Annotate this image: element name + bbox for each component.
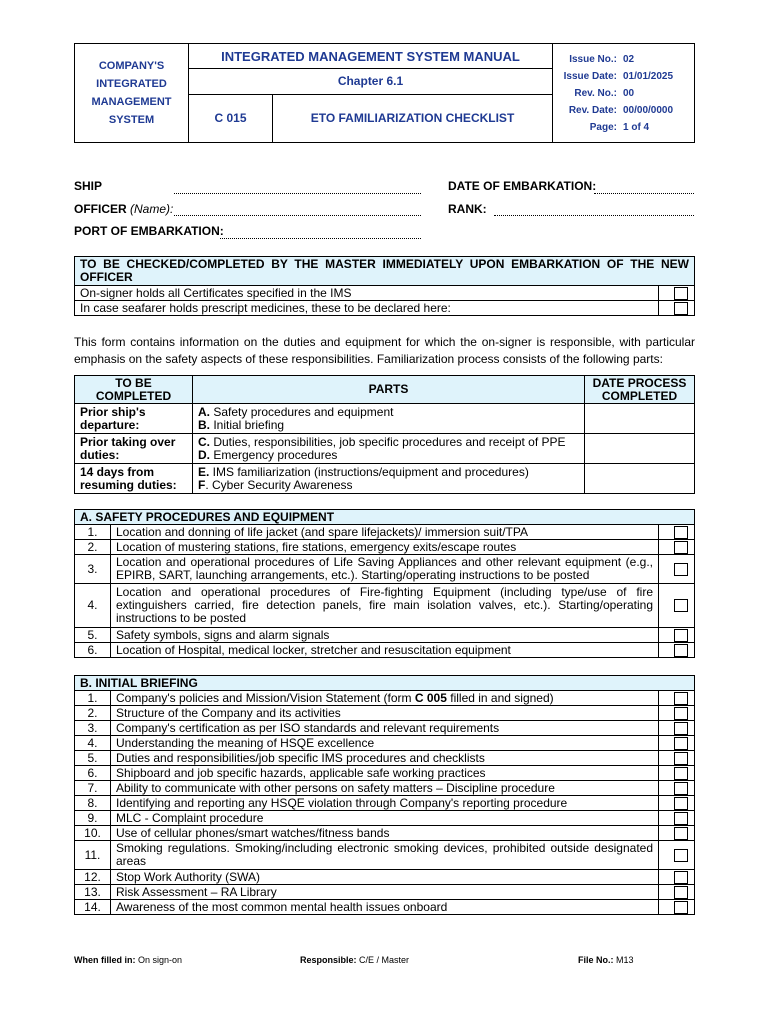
date-completed-cell[interactable] xyxy=(585,404,695,434)
rank-label: RANK: xyxy=(448,202,487,216)
checkbox-cell xyxy=(659,286,695,301)
checkbox-cell xyxy=(659,751,695,766)
company-line: INTEGRATED xyxy=(96,78,167,90)
master-checklist xyxy=(74,256,695,316)
checkbox-cell xyxy=(659,766,695,781)
row-number: 14. xyxy=(75,900,111,915)
checkbox[interactable] xyxy=(674,287,688,300)
document-header xyxy=(74,43,695,143)
row-number: 4. xyxy=(75,736,111,751)
checkbox-cell xyxy=(659,826,695,841)
footer-value: M13 xyxy=(616,955,634,965)
item-text: Company's policies and Mission/Vision Statement (form xyxy=(116,690,415,705)
meta-value: 00/00/0000 xyxy=(623,104,674,116)
intro-text: This form contains information on the duties and equipment for which the on-signer is responsible, with particular emphasis on the safety aspects of these responsibilities. Familiarization process consists of the following parts: xyxy=(74,335,695,366)
checkbox[interactable] xyxy=(674,752,688,765)
row-number: 1. xyxy=(75,525,111,540)
section-a-title: A. SAFETY PROCEDURES AND EQUIPMENT xyxy=(75,510,695,525)
checkbox[interactable] xyxy=(674,599,688,612)
footer-value: C/E / Master xyxy=(359,955,410,965)
checkbox-cell xyxy=(659,555,695,584)
company-system-label xyxy=(75,44,189,143)
checkbox[interactable] xyxy=(674,871,688,884)
checkbox-cell xyxy=(659,870,695,885)
checkbox-cell xyxy=(659,885,695,900)
checkbox[interactable] xyxy=(674,827,688,840)
checklist-item: Use of cellular phones/smart watches/fitness bands xyxy=(111,826,659,841)
checkbox-cell xyxy=(659,540,695,555)
row-number: 1. xyxy=(75,691,111,706)
meta-label: Issue Date: xyxy=(563,70,617,82)
parts-when: 14 days from resuming duties: xyxy=(75,464,193,494)
footer-label: File No.: xyxy=(578,955,614,965)
port-field[interactable] xyxy=(220,227,421,239)
meta-label: Rev. No.: xyxy=(574,87,617,99)
part-text: IMS familiarization (instructions/equipment and procedures) xyxy=(209,464,529,479)
checkbox-cell xyxy=(659,706,695,721)
checklist-item: Location of Hospital, medical locker, stretcher and resuscitation equipment xyxy=(111,643,659,658)
checklist-item: Risk Assessment – RA Library xyxy=(111,885,659,900)
footer-value: On sign-on xyxy=(138,955,183,965)
row-number: 13. xyxy=(75,885,111,900)
checklist-item: Location and operational procedures of Life Saving Appliances and other relevant equipment (e.g., EPIRB, SART, launching arrangements, etc.). Starting/operating instructions to be posted xyxy=(111,555,659,584)
part-text: . Cyber Security Awareness xyxy=(205,477,353,492)
part-text: Safety procedures and equipment xyxy=(210,404,394,419)
checkbox-cell xyxy=(659,301,695,316)
checkbox[interactable] xyxy=(674,302,688,315)
row-number: 11. xyxy=(75,841,111,870)
col-header: PARTS xyxy=(193,376,585,404)
checkbox-cell xyxy=(659,628,695,643)
checkbox-cell xyxy=(659,900,695,915)
parts-table xyxy=(74,375,695,494)
row-number: 5. xyxy=(75,628,111,643)
checklist-item: Location and donning of life jacket (and spare lifejackets)/ immersion suit/TPA xyxy=(111,525,659,540)
row-number: 6. xyxy=(75,643,111,658)
date-label: DATE OF EMBARKATION: xyxy=(448,179,597,193)
checklist-item: Shipboard and job specific hazards, applicable safe working practices xyxy=(111,766,659,781)
meta-value: 1 of 4 xyxy=(623,121,650,133)
company-line: SYSTEM xyxy=(108,114,155,126)
checkbox-cell xyxy=(659,525,695,540)
col-header: DATE PROCESS COMPLETED xyxy=(585,376,695,404)
row-number: 2. xyxy=(75,540,111,555)
master-title: TO BE CHECKED/COMPLETED BY THE MASTER IMMEDIATELY UPON EMBARKATION OF THE NEW OFFICER xyxy=(75,257,695,286)
checklist-item: Understanding the meaning of HSQE excellence xyxy=(111,736,659,751)
row-number: 6. xyxy=(75,766,111,781)
checkbox[interactable] xyxy=(674,812,688,825)
checkbox[interactable] xyxy=(674,722,688,735)
company-line: COMPANY'S xyxy=(98,60,165,72)
row-number: 2. xyxy=(75,706,111,721)
checklist-item: Location of mustering stations, fire stations, emergency exits/escape routes xyxy=(111,540,659,555)
checkbox[interactable] xyxy=(674,767,688,780)
ship-field[interactable] xyxy=(174,182,421,194)
checklist-item: Stop Work Authority (SWA) xyxy=(111,870,659,885)
row-number: 10. xyxy=(75,826,111,841)
checkbox-cell xyxy=(659,781,695,796)
part-key: C. xyxy=(198,434,210,449)
meta-value: 01/01/2025 xyxy=(623,70,674,82)
master-row: In case seafarer holds prescript medicines, these to be declared here: xyxy=(75,301,659,316)
checklist-item: Awareness of the most common mental health issues onboard xyxy=(111,900,659,915)
officer-label xyxy=(74,202,173,216)
checkbox[interactable] xyxy=(674,707,688,720)
part-key: B. xyxy=(198,417,210,432)
meta-label: Page: xyxy=(589,121,617,133)
document-meta xyxy=(553,44,695,143)
col-header: TO BE COMPLETED xyxy=(75,376,193,404)
checkbox-cell xyxy=(659,721,695,736)
checkbox[interactable] xyxy=(674,692,688,705)
date-completed-cell[interactable] xyxy=(585,464,695,494)
parts-when: Prior ship's departure: xyxy=(75,404,193,434)
part-text: Duties, responsibilities, job specific procedures and receipt of PPE xyxy=(210,434,566,449)
checklist-item: Duties and responsibilities/job specific IMS procedures and checklists xyxy=(111,751,659,766)
parts-items xyxy=(193,404,585,434)
item-text: filled in and signed) xyxy=(446,690,554,705)
checkbox[interactable] xyxy=(674,541,688,554)
checklist-item: Location and operational procedures of Fire-fighting Equipment (including type/use of fire extinguishers carried, fire detection panels, fire main isolation valves, etc.). Starting/operating instructions to be posted xyxy=(111,584,659,628)
part-key: F xyxy=(198,477,206,492)
master-row: On-signer holds all Certificates specified in the IMS xyxy=(75,286,659,301)
checkbox-cell xyxy=(659,736,695,751)
checkbox[interactable] xyxy=(674,901,688,914)
officer-label-text: OFFICER xyxy=(74,202,127,216)
footer-label: When filled in: xyxy=(74,955,136,965)
chapter-label: Chapter 6.1 xyxy=(189,69,553,94)
checkbox[interactable] xyxy=(674,737,688,750)
row-number: 3. xyxy=(75,721,111,736)
checkbox[interactable] xyxy=(674,886,688,899)
checkbox-cell xyxy=(659,584,695,628)
checklist-item: Company's certification as per ISO standards and relevant requirements xyxy=(111,721,659,736)
meta-value: 02 xyxy=(623,53,635,65)
checklist-item: Ability to communicate with other persons on safety matters – Discipline procedure xyxy=(111,781,659,796)
parts-items xyxy=(193,434,585,464)
row-number: 7. xyxy=(75,781,111,796)
footer-filled xyxy=(74,955,182,965)
checkbox-cell xyxy=(659,811,695,826)
checkbox[interactable] xyxy=(674,629,688,642)
checklist-item: Identifying and reporting any HSQE violation through Company's reporting procedure xyxy=(111,796,659,811)
company-line: MANAGEMENT xyxy=(91,96,172,108)
checklist-item: Smoking regulations. Smoking/including electronic smoking devices, prohibited outside designated areas xyxy=(111,841,659,870)
port-label: PORT OF EMBARKATION: xyxy=(74,224,224,238)
part-key: E. xyxy=(198,464,210,479)
ship-label: SHIP xyxy=(74,179,103,193)
checklist-item: MLC - Complaint procedure xyxy=(111,811,659,826)
row-number: 4. xyxy=(75,584,111,628)
checklist-item: Safety symbols, signs and alarm signals xyxy=(111,628,659,643)
section-b-title: B. INITIAL BRIEFING xyxy=(75,676,695,691)
part-text: Initial briefing xyxy=(210,417,285,432)
checkbox-cell xyxy=(659,691,695,706)
row-number: 3. xyxy=(75,555,111,584)
footer-responsible xyxy=(300,955,409,965)
meta-value: 00 xyxy=(623,87,635,99)
meta-label: Issue No.: xyxy=(569,53,617,65)
checkbox[interactable] xyxy=(674,644,688,657)
officer-note: (Name): xyxy=(130,202,174,216)
checkbox[interactable] xyxy=(674,797,688,810)
rank-field[interactable] xyxy=(494,204,694,216)
checkbox[interactable] xyxy=(674,563,688,576)
checkbox-cell xyxy=(659,643,695,658)
checkbox-cell xyxy=(659,796,695,811)
row-number: 8. xyxy=(75,796,111,811)
form-reference: C 005 xyxy=(414,690,447,705)
part-key: A. xyxy=(198,404,210,419)
checkbox-cell xyxy=(659,841,695,870)
footer-file xyxy=(578,955,634,965)
form-title: ETO FAMILIARIZATION CHECKLIST xyxy=(273,94,553,143)
row-number: 5. xyxy=(75,751,111,766)
checklist-item: Structure of the Company and its activities xyxy=(111,706,659,721)
checkbox[interactable] xyxy=(674,782,688,795)
date-field[interactable] xyxy=(594,182,694,194)
form-code: C 015 xyxy=(189,94,273,143)
meta-label: Rev. Date: xyxy=(568,104,617,116)
row-number: 12. xyxy=(75,870,111,885)
section-a-table xyxy=(74,509,695,658)
part-key: D. xyxy=(198,447,210,462)
checkbox[interactable] xyxy=(674,849,688,862)
checklist-item xyxy=(111,691,659,706)
manual-title: INTEGRATED MANAGEMENT SYSTEM MANUAL xyxy=(189,44,553,69)
footer-label: Responsible: xyxy=(300,955,357,965)
parts-when: Prior taking over duties: xyxy=(75,434,193,464)
date-completed-cell[interactable] xyxy=(585,434,695,464)
parts-items xyxy=(193,464,585,494)
officer-field[interactable] xyxy=(174,204,421,216)
section-b-table xyxy=(74,675,695,915)
checkbox[interactable] xyxy=(674,526,688,539)
part-text: Emergency procedures xyxy=(210,447,338,462)
row-number: 9. xyxy=(75,811,111,826)
